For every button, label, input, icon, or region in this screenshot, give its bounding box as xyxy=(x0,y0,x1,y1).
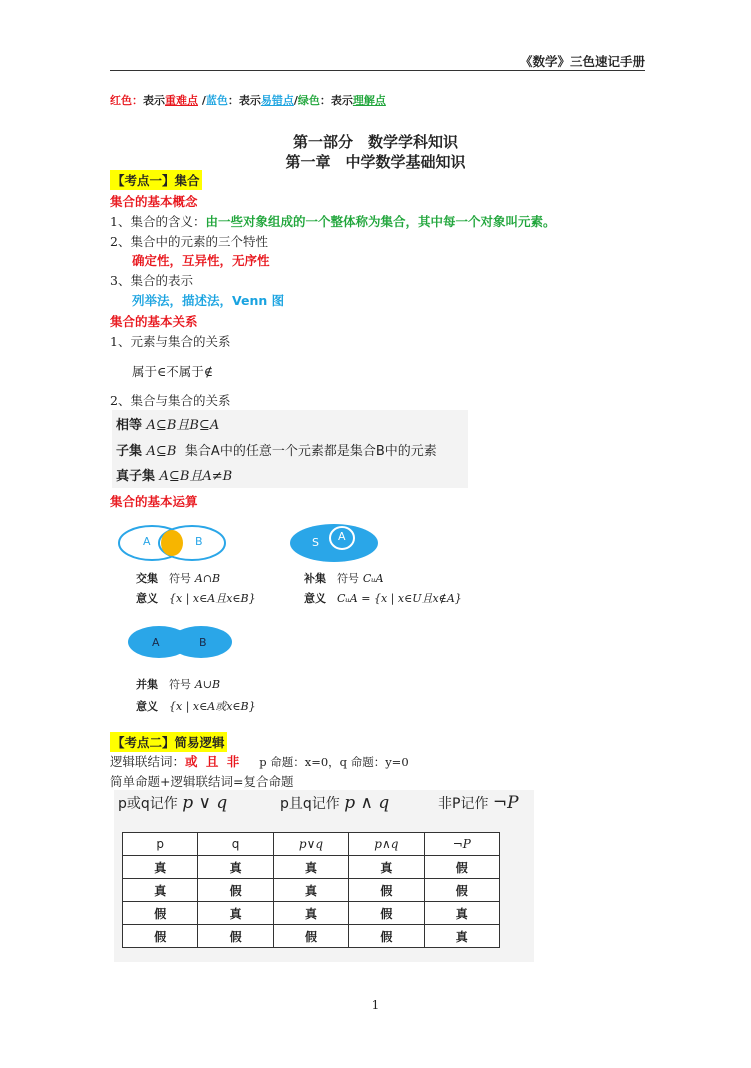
notation-not-expr: ¬P xyxy=(492,793,519,813)
set-rel-subset xyxy=(116,440,437,459)
table-row xyxy=(123,879,500,902)
complement-sym-label: 符号 xyxy=(337,572,359,585)
union-sym-label: 符号 xyxy=(169,678,191,691)
set-rel-proper-name: 真子集 xyxy=(116,469,156,484)
notation-and xyxy=(280,793,389,813)
complement-label-s: S xyxy=(312,536,319,549)
rel1: 1、元素与集合的关系 xyxy=(110,334,231,349)
legend-blue-desc: ：表示 xyxy=(227,94,261,107)
cell: 假 xyxy=(424,856,499,879)
union-venn xyxy=(126,624,236,660)
notation-and-expr: p ∧ q xyxy=(344,793,390,813)
set-rel-subset-name: 子集 xyxy=(116,444,143,459)
table-row xyxy=(123,902,500,925)
notation-not xyxy=(438,793,519,813)
cell: 真 xyxy=(198,902,273,925)
item1-prefix: 1、集合的含义： xyxy=(110,214,206,229)
legend-green-label: 绿色 xyxy=(297,94,320,107)
cell: 真 xyxy=(273,902,348,925)
item2: 2、集合中的元素的三个特性 xyxy=(110,234,268,249)
notation-or-expr: p ∨ q xyxy=(182,793,228,813)
cell: 假 xyxy=(349,879,424,902)
set-rel-equal xyxy=(116,414,219,433)
compound-rule: 简单命题+逻辑联结词=复合命题 xyxy=(110,774,294,789)
representations: 列举法，描述法，Venn 图 xyxy=(132,293,285,308)
cell: 真 xyxy=(273,879,348,902)
cell: 真 xyxy=(349,856,424,879)
set-rel-subset-note: 集合A中的任意一个元素都是集合B中的元素 xyxy=(184,444,437,459)
truth-table-header xyxy=(123,833,500,856)
legend-blue-term: 易错点 xyxy=(260,94,294,107)
intersection-mean-label: 意义 xyxy=(136,592,158,605)
complement-mean-row xyxy=(304,590,462,606)
part-title: 第一部分 数学学科知识 xyxy=(292,133,458,151)
legend-red-label: 红色： xyxy=(110,94,143,107)
union-sym: A∪B xyxy=(194,678,221,691)
intersection-label-b: B xyxy=(195,535,203,548)
cell: 假 xyxy=(198,879,273,902)
legend-green-term: 理解点 xyxy=(352,94,386,107)
intersection-mean-row xyxy=(136,590,256,606)
th-not: ¬P xyxy=(424,833,499,856)
complement-sym: CᵤA xyxy=(362,572,384,585)
cell: 真 xyxy=(198,856,273,879)
th-and: p∧q xyxy=(349,833,424,856)
complement-sym-row xyxy=(304,570,384,586)
complement-name: 补集 xyxy=(304,572,326,585)
th-q: q xyxy=(198,833,273,856)
cell: 真 xyxy=(273,856,348,879)
union-mean-label: 意义 xyxy=(136,700,158,713)
legend-blue-label: 蓝色 xyxy=(205,94,228,107)
chapter-title: 第一章 中学数学基础知识 xyxy=(285,153,466,171)
running-header: 《数学》三色速记手册 xyxy=(520,54,646,69)
notation-and-label: p且q记作 xyxy=(280,796,340,812)
legend-sep1: / xyxy=(198,94,206,107)
notation-or-label: p或q记作 xyxy=(118,796,178,812)
traits: 确定性，互异性，无序性 xyxy=(132,253,270,268)
notation-not-label: 非P记作 xyxy=(438,796,489,812)
concept-heading: 集合的基本概念 xyxy=(110,194,198,209)
intersection-venn xyxy=(116,522,230,564)
cell: 假 xyxy=(424,879,499,902)
cell: 假 xyxy=(123,925,198,948)
union-label-b: B xyxy=(199,636,207,649)
cell: 假 xyxy=(349,902,424,925)
legend-red-desc: 表示 xyxy=(143,94,165,107)
propositions: p 命题：x=0，q 命题：y=0 xyxy=(259,755,409,769)
rel2: 2、集合与集合的关系 xyxy=(110,393,231,408)
item1 xyxy=(110,212,555,230)
set-rel-proper xyxy=(116,465,232,484)
item3: 3、集合的表示 xyxy=(110,273,193,288)
union-mean: {x | x∈A或x∈B} xyxy=(169,700,256,713)
cell: 假 xyxy=(349,925,424,948)
set-rel-subset-expr: A⊆B xyxy=(146,444,177,459)
set-rel-proper-expr: A⊆B且A≠B xyxy=(159,469,233,484)
intersection-name: 交集 xyxy=(136,572,158,585)
color-legend xyxy=(110,92,386,108)
union-name: 并集 xyxy=(136,678,158,691)
cell: 假 xyxy=(198,925,273,948)
cell: 假 xyxy=(273,925,348,948)
intersection-sym-label: 符号 xyxy=(169,572,191,585)
cell: 真 xyxy=(123,856,198,879)
complement-mean-label: 意义 xyxy=(304,592,326,605)
section1-label: 【考点一】集合 xyxy=(110,170,202,190)
cell: 假 xyxy=(123,902,198,925)
union-sym-row xyxy=(136,676,220,692)
complement-mean: CᵤA = {x | x∈U且x∉A} xyxy=(337,592,462,605)
item1-definition: 由一些对象组成的一个整体称为集合，其中每一个对象叫元素。 xyxy=(205,214,556,229)
cell: 真 xyxy=(424,925,499,948)
truth-table xyxy=(122,832,500,948)
connectives-prefix: 逻辑联结词： xyxy=(110,754,186,769)
union-label-a: A xyxy=(152,636,160,649)
union-mean-row xyxy=(136,698,256,714)
intersection-mean: {x | x∈A且x∈B} xyxy=(169,592,256,605)
header-rule xyxy=(110,70,645,71)
cell: 真 xyxy=(123,879,198,902)
th-p: p xyxy=(123,833,198,856)
complement-label-a: A xyxy=(338,530,346,543)
intersection-sym: A∩B xyxy=(194,572,221,585)
intersection-label-a: A xyxy=(143,535,151,548)
belong-relation: 属于∈不属于∉ xyxy=(132,364,214,379)
page-number: 1 xyxy=(371,998,380,1012)
ops-heading: 集合的基本运算 xyxy=(110,494,198,509)
th-or: p∨q xyxy=(273,833,348,856)
notation-or xyxy=(118,793,227,813)
connectives: 或 且 非 xyxy=(185,754,242,769)
legend-green-desc: ：表示 xyxy=(319,94,353,107)
intersection-sym-row xyxy=(136,570,220,586)
legend-red-term: 重难点 xyxy=(165,94,198,107)
set-rel-equal-name: 相等 xyxy=(116,418,143,433)
cell: 真 xyxy=(424,902,499,925)
complement-venn xyxy=(288,522,380,564)
set-rel-equal-expr: A⊆B且B⊆A xyxy=(146,418,220,433)
table-row xyxy=(123,856,500,879)
relation-heading: 集合的基本关系 xyxy=(110,314,198,329)
legend-sep2: / xyxy=(293,94,298,107)
table-row xyxy=(123,925,500,948)
section2-label: 【考点二】简易逻辑 xyxy=(110,732,227,752)
connectives-line xyxy=(110,752,409,770)
